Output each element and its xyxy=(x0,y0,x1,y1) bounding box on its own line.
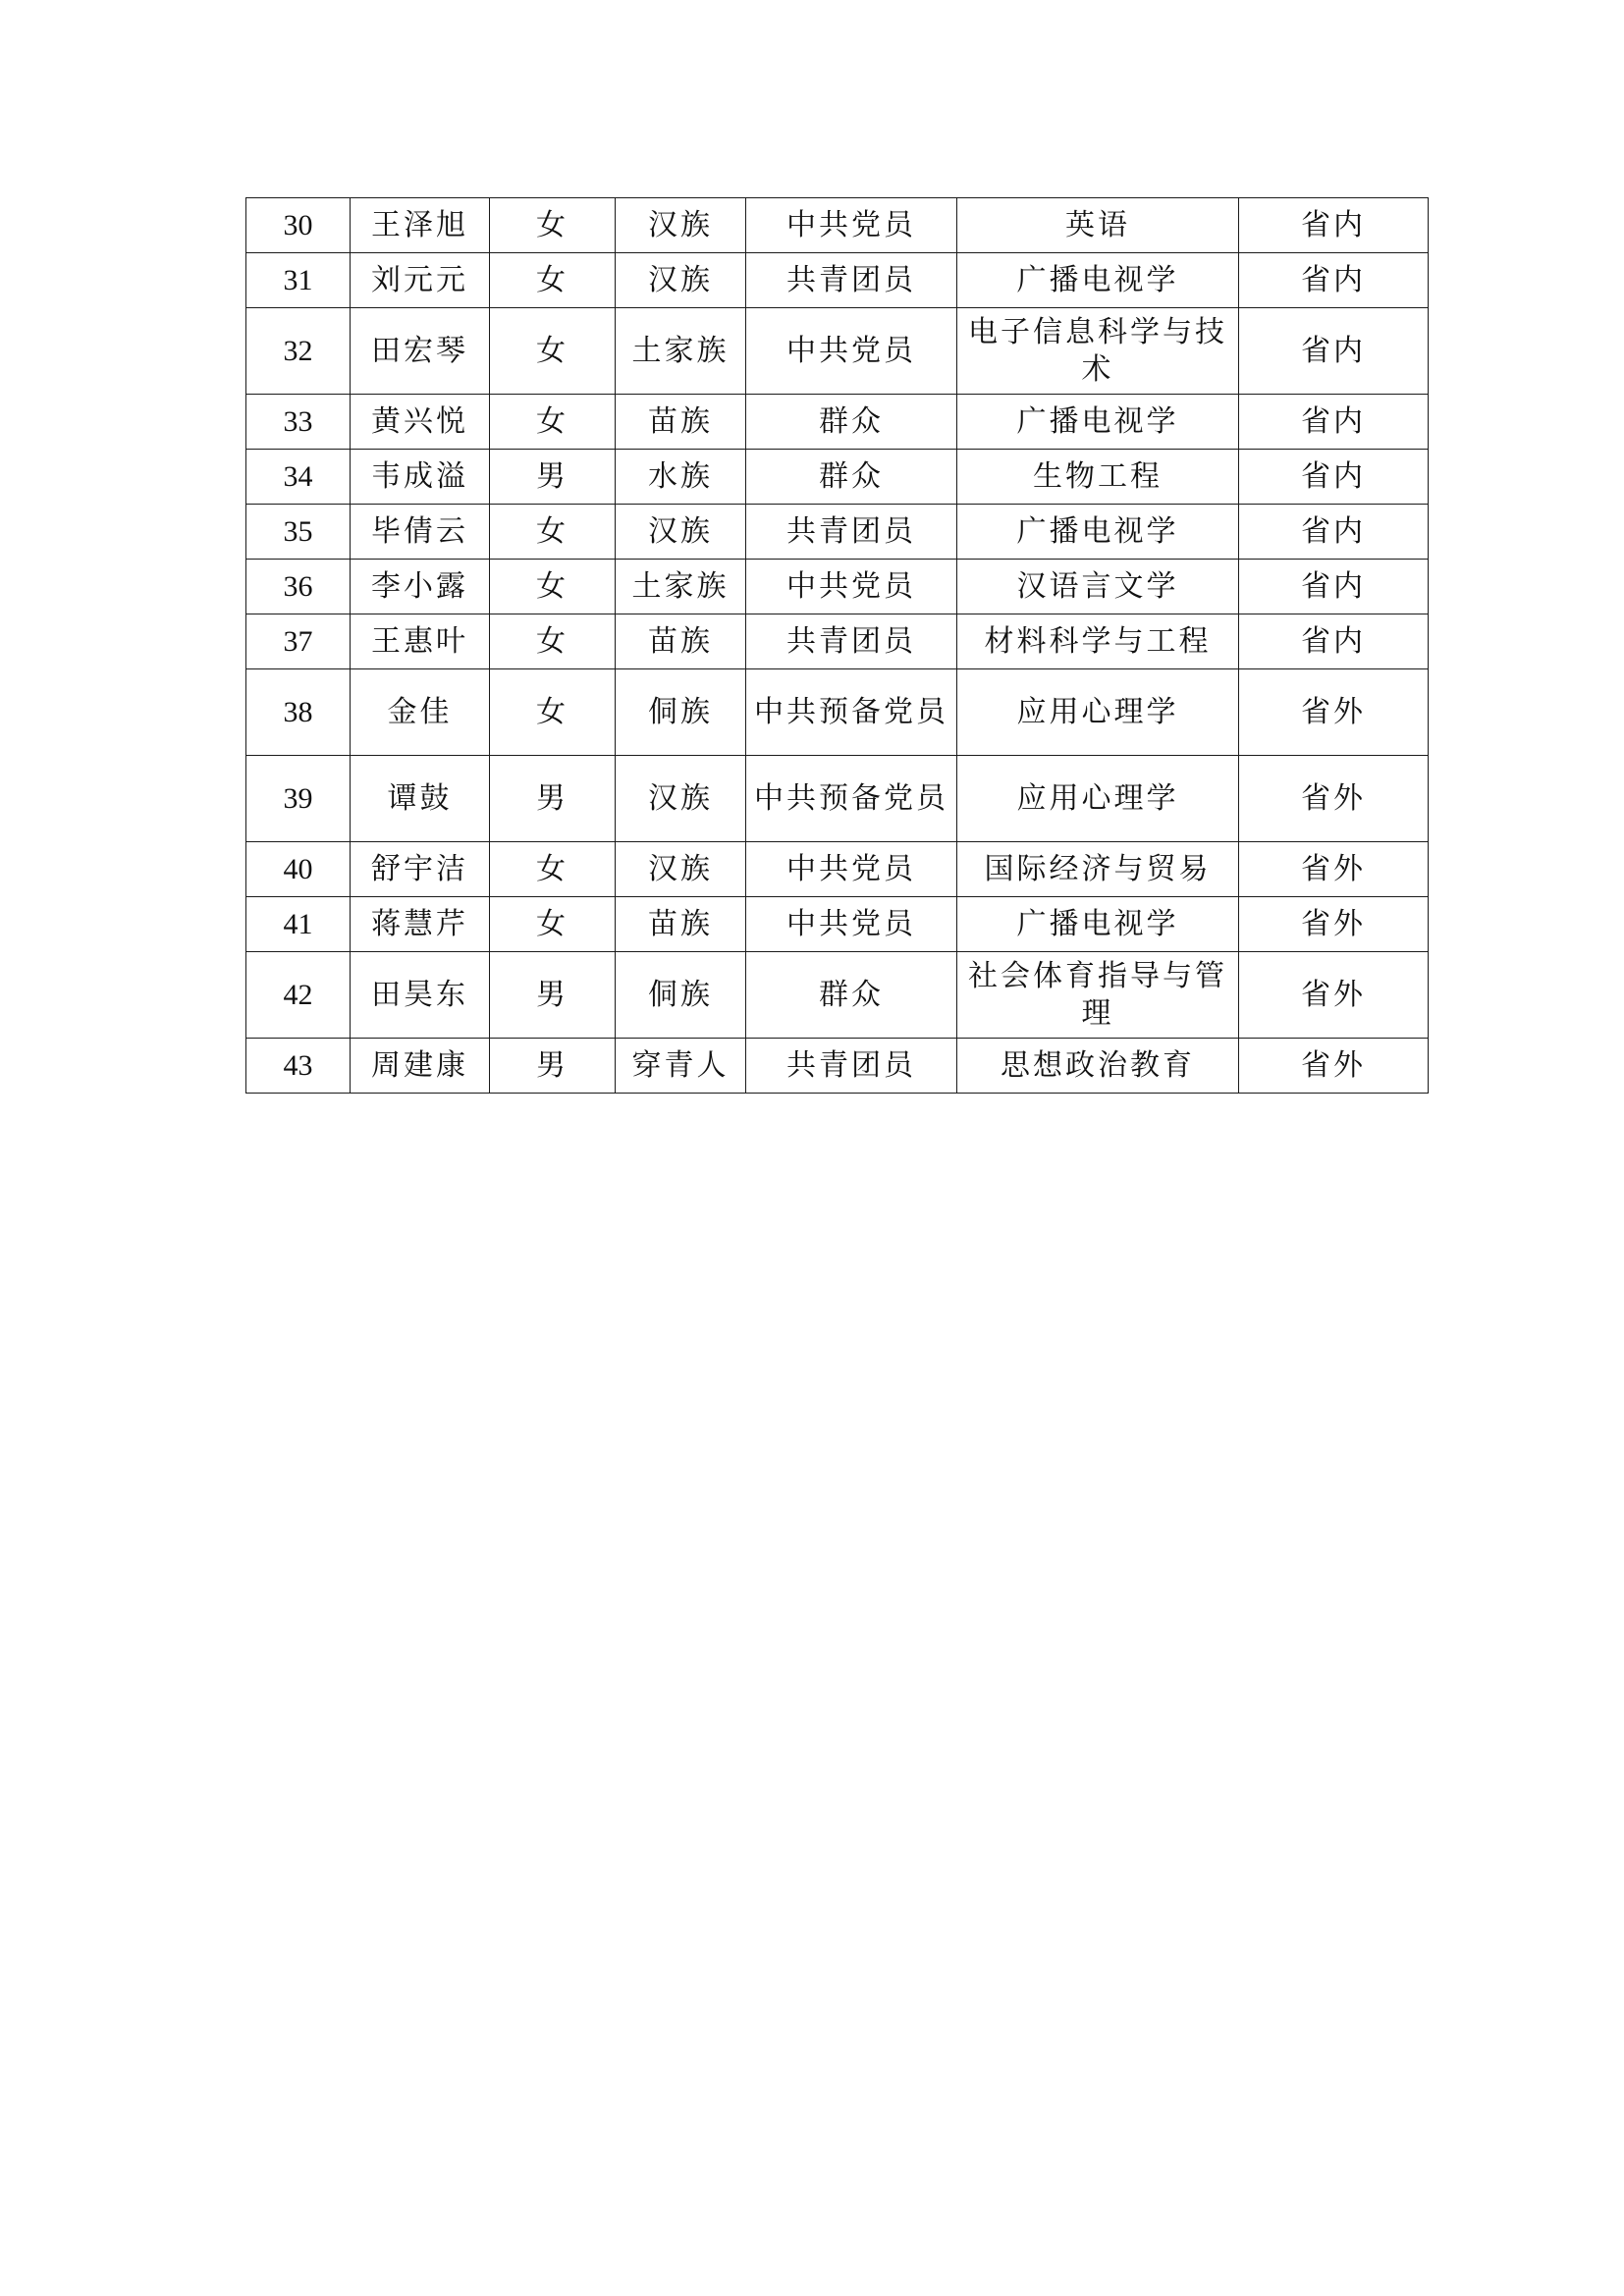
ethnicity-cell: 苗族 xyxy=(616,897,746,952)
gender-cell: 女 xyxy=(490,308,616,395)
row-number-cell: 38 xyxy=(246,669,351,756)
origin-cell: 省内 xyxy=(1239,560,1429,614)
major-cell: 思想政治教育 xyxy=(957,1039,1239,1094)
political-status-cell: 中共预备党员 xyxy=(746,669,957,756)
name-cell: 金佳 xyxy=(351,669,490,756)
table-row xyxy=(246,1039,1429,1094)
row-number-cell: 33 xyxy=(246,395,351,450)
ethnicity-cell: 汉族 xyxy=(616,756,746,842)
ethnicity-cell: 汉族 xyxy=(616,253,746,308)
gender-cell: 女 xyxy=(490,505,616,560)
ethnicity-cell: 土家族 xyxy=(616,560,746,614)
roster-body xyxy=(246,198,1429,1094)
origin-cell: 省内 xyxy=(1239,614,1429,669)
major-cell: 国际经济与贸易 xyxy=(957,842,1239,897)
table-row xyxy=(246,253,1429,308)
table-row xyxy=(246,614,1429,669)
gender-cell: 男 xyxy=(490,1039,616,1094)
row-number-cell: 41 xyxy=(246,897,351,952)
name-cell: 田宏琴 xyxy=(351,308,490,395)
ethnicity-cell: 苗族 xyxy=(616,395,746,450)
gender-cell: 男 xyxy=(490,952,616,1039)
name-cell: 王泽旭 xyxy=(351,198,490,253)
major-cell: 电子信息科学与技术 xyxy=(957,308,1239,395)
major-cell: 材料科学与工程 xyxy=(957,614,1239,669)
gender-cell: 女 xyxy=(490,560,616,614)
table-row xyxy=(246,952,1429,1039)
name-cell: 王惠叶 xyxy=(351,614,490,669)
row-number-cell: 36 xyxy=(246,560,351,614)
ethnicity-cell: 土家族 xyxy=(616,308,746,395)
origin-cell: 省外 xyxy=(1239,842,1429,897)
table-row xyxy=(246,395,1429,450)
political-status-cell: 群众 xyxy=(746,450,957,505)
student-roster-table xyxy=(245,197,1429,1094)
name-cell: 蒋慧芹 xyxy=(351,897,490,952)
origin-cell: 省内 xyxy=(1239,395,1429,450)
name-cell: 李小露 xyxy=(351,560,490,614)
ethnicity-cell: 穿青人 xyxy=(616,1039,746,1094)
row-number-cell: 39 xyxy=(246,756,351,842)
origin-cell: 省内 xyxy=(1239,308,1429,395)
major-cell: 应用心理学 xyxy=(957,756,1239,842)
origin-cell: 省内 xyxy=(1239,505,1429,560)
political-status-cell: 中共党员 xyxy=(746,560,957,614)
origin-cell: 省外 xyxy=(1239,1039,1429,1094)
major-cell: 广播电视学 xyxy=(957,505,1239,560)
ethnicity-cell: 侗族 xyxy=(616,669,746,756)
ethnicity-cell: 汉族 xyxy=(616,198,746,253)
political-status-cell: 群众 xyxy=(746,395,957,450)
ethnicity-cell: 苗族 xyxy=(616,614,746,669)
gender-cell: 女 xyxy=(490,253,616,308)
row-number-cell: 34 xyxy=(246,450,351,505)
table-row xyxy=(246,198,1429,253)
major-cell: 生物工程 xyxy=(957,450,1239,505)
table-row xyxy=(246,669,1429,756)
row-number-cell: 43 xyxy=(246,1039,351,1094)
political-status-cell: 中共预备党员 xyxy=(746,756,957,842)
gender-cell: 女 xyxy=(490,842,616,897)
table-row xyxy=(246,756,1429,842)
political-status-cell: 中共党员 xyxy=(746,198,957,253)
political-status-cell: 中共党员 xyxy=(746,308,957,395)
major-cell: 应用心理学 xyxy=(957,669,1239,756)
name-cell: 田昊东 xyxy=(351,952,490,1039)
origin-cell: 省内 xyxy=(1239,450,1429,505)
origin-cell: 省内 xyxy=(1239,198,1429,253)
name-cell: 周建康 xyxy=(351,1039,490,1094)
ethnicity-cell: 汉族 xyxy=(616,505,746,560)
political-status-cell: 群众 xyxy=(746,952,957,1039)
political-status-cell: 中共党员 xyxy=(746,842,957,897)
name-cell: 舒宇洁 xyxy=(351,842,490,897)
gender-cell: 女 xyxy=(490,897,616,952)
name-cell: 毕倩云 xyxy=(351,505,490,560)
gender-cell: 男 xyxy=(490,756,616,842)
gender-cell: 女 xyxy=(490,669,616,756)
major-cell: 社会体育指导与管理 xyxy=(957,952,1239,1039)
political-status-cell: 共青团员 xyxy=(746,253,957,308)
major-cell: 汉语言文学 xyxy=(957,560,1239,614)
gender-cell: 女 xyxy=(490,395,616,450)
origin-cell: 省外 xyxy=(1239,756,1429,842)
row-number-cell: 31 xyxy=(246,253,351,308)
name-cell: 黄兴悦 xyxy=(351,395,490,450)
political-status-cell: 共青团员 xyxy=(746,614,957,669)
political-status-cell: 共青团员 xyxy=(746,505,957,560)
row-number-cell: 32 xyxy=(246,308,351,395)
table-row xyxy=(246,505,1429,560)
origin-cell: 省外 xyxy=(1239,897,1429,952)
row-number-cell: 42 xyxy=(246,952,351,1039)
ethnicity-cell: 侗族 xyxy=(616,952,746,1039)
name-cell: 谭鼓 xyxy=(351,756,490,842)
ethnicity-cell: 水族 xyxy=(616,450,746,505)
major-cell: 广播电视学 xyxy=(957,897,1239,952)
table-row xyxy=(246,897,1429,952)
row-number-cell: 35 xyxy=(246,505,351,560)
table-row xyxy=(246,308,1429,395)
gender-cell: 男 xyxy=(490,450,616,505)
gender-cell: 女 xyxy=(490,614,616,669)
major-cell: 广播电视学 xyxy=(957,253,1239,308)
origin-cell: 省外 xyxy=(1239,669,1429,756)
origin-cell: 省外 xyxy=(1239,952,1429,1039)
name-cell: 韦成溢 xyxy=(351,450,490,505)
name-cell: 刘元元 xyxy=(351,253,490,308)
political-status-cell: 中共党员 xyxy=(746,897,957,952)
political-status-cell: 共青团员 xyxy=(746,1039,957,1094)
row-number-cell: 40 xyxy=(246,842,351,897)
row-number-cell: 30 xyxy=(246,198,351,253)
major-cell: 广播电视学 xyxy=(957,395,1239,450)
major-cell: 英语 xyxy=(957,198,1239,253)
table-row xyxy=(246,842,1429,897)
table-row xyxy=(246,450,1429,505)
origin-cell: 省内 xyxy=(1239,253,1429,308)
gender-cell: 女 xyxy=(490,198,616,253)
ethnicity-cell: 汉族 xyxy=(616,842,746,897)
table-row xyxy=(246,560,1429,614)
row-number-cell: 37 xyxy=(246,614,351,669)
